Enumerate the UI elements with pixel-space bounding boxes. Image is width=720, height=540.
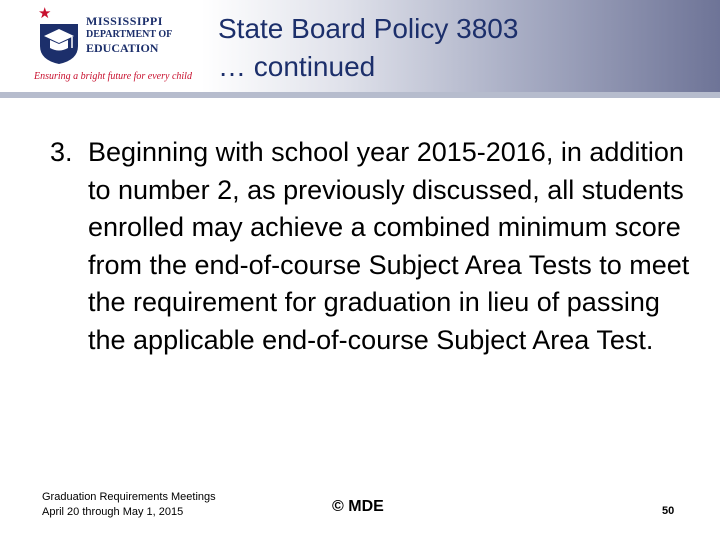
header-divider xyxy=(0,92,720,98)
logo-tagline: Ensuring a bright future for every child xyxy=(34,71,192,82)
logo-line-department: DEPARTMENT OF xyxy=(86,29,173,40)
logo-wordmark xyxy=(86,14,172,55)
logo-line-mississippi: MISSISSIPPI xyxy=(86,14,163,28)
list-item-number: 3. xyxy=(50,137,73,167)
list-item-text: Beginning with school year 2015-2016, in addition to number 2, as previously discussed, all students enrolled may achieve a combined minimum score from the end-of-course Subject Area Tests to meet the requirement for graduation in lieu of passing the applicable end-of-course Subject Area Test. xyxy=(88,137,690,355)
graduation-cap-icon xyxy=(34,18,84,66)
footer-event-info: Graduation Requirements Meetings April 20 through May 1, 2015 xyxy=(42,491,216,518)
slide-header xyxy=(0,0,720,92)
logo-line-education: EDUCATION xyxy=(86,41,159,55)
mde-logo xyxy=(34,4,214,88)
page-number: 50 xyxy=(662,505,675,517)
slide-title: State Board Policy 3803 … continued xyxy=(218,13,519,82)
star-icon: ★ xyxy=(38,5,52,22)
footer-copyright: © MDE xyxy=(332,498,384,515)
